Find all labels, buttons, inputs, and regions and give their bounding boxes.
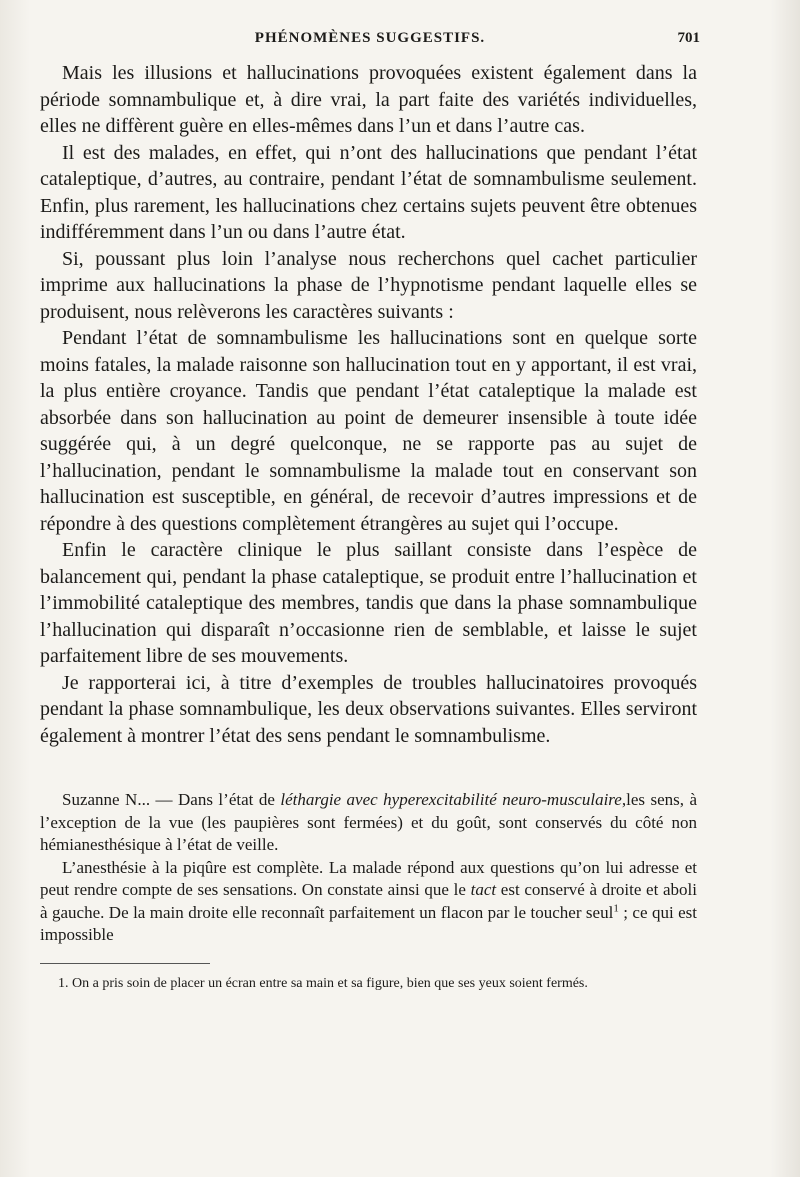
paragraph-malades: Il est des malades, en effet, qui n’ont des hallucinations que pendant l’état cataleptique, d’autres, au contraire, pendant l’état de somnambulisme seulement. Enfin, plus rarement, les hallucinations chez certains sujets peuvent être obtenues indifféremment dans l’un ou dans l’autre état. xyxy=(40,141,697,243)
observation-lead: Suzanne N... — Dans l’état de xyxy=(62,790,281,809)
running-head xyxy=(40,30,700,52)
section-gap xyxy=(40,749,697,789)
footnote-rule xyxy=(40,963,210,964)
paragraph-observations-intro: Je rapporterai ici, à titre d’exemples de troubles hallucinatoires provoqués pendant la phase somnambulique, les deux observations suivantes. Elles serviront également à montrer l’état des sens pendant le somnambulisme. xyxy=(40,671,697,747)
observation-2-italic: tact xyxy=(470,880,497,899)
footnote-text: On a pris soin de placer un écran entre sa main et sa figure, bien que ses yeux soient fermés. xyxy=(68,975,588,991)
running-title: PHÉNOMÈNES SUGGESTIFS. xyxy=(254,30,486,46)
observation-rest: ,les sens, à l’exception de la vue (les paupières sont fermées) et du goût, sont conservés du côté non hémianesthésique à l’état de veille. xyxy=(40,790,697,854)
page-number: 701 xyxy=(677,30,700,46)
observation-italic-state: léthargie avec hyperexcitabilité neuro-musculaire xyxy=(280,790,622,809)
observation-2-lead: L’anesthésie à la piqûre est complète. La malade répond aux questions qu’on lui adresse et peut rendre compte de ses sensations. On constate ainsi que le xyxy=(40,857,697,899)
footnote-reference: 1 xyxy=(613,901,619,914)
observation-2-mid: est conservé à droite et aboli à gauche. De la main droite elle reconnaît parfaitement un flacon par le toucher seul xyxy=(40,880,697,922)
observation-2-end: ; ce qui est impossible xyxy=(40,902,698,944)
observation-paragraph-1 xyxy=(40,789,697,857)
body-text xyxy=(40,60,697,993)
footnote xyxy=(40,974,697,993)
paragraph-illusions: Mais les illusions et hallucinations provoquées existent également dans la période somnambulique et, à dire vrai, la part faite des variétés individuelles, elles ne diffèrent guère en elles-mêmes dans l’un et dans l’autre cas. xyxy=(40,62,697,137)
paragraph-somnambulisme: Pendant l’état de somnambulisme les hallucinations sont en quelque sorte moins fatales, la malade raisonne son hallucination tout en y apportant, il est vrai, la plus entière croyance. Tandis que pendant l’état cataleptique la malade est absorbée dans son hallucination au point de demeurer insensible à toute idée suggérée qui, à un degré quelconque, ne se rapporte pas au sujet de l’hallucination, pendant le somnambulisme la malade tout en conservant son hallucination est susceptible, en général, de recevoir d’autres impressions et de répondre à des questions complètement étrangères au sujet qui l’occupe. xyxy=(40,327,697,535)
footnote-marker: 1. xyxy=(58,975,69,991)
paragraph-caractere-clinique: Enfin le caractère clinique le plus saillant consiste dans l’espèce de balancement qui, pendant la phase cataleptique, se produit entre l’hallucination et l’immobilité cataleptique des membres, tandis que dans la phase somnambulique l’hallucination qui disparaît n’occasionne rien de semblable, et laisse le sujet parfaitement libre de ses mouvements. xyxy=(40,539,697,667)
paragraph-analyse: Si, poussant plus loin l’analyse nous recherchons quel cachet particulier imprime aux hallucinations la phase de l’hypnotisme pendant laquelle elles se produisent, nous relèverons les caractères suivants : xyxy=(40,247,697,323)
observation-paragraph-2 xyxy=(40,857,697,947)
